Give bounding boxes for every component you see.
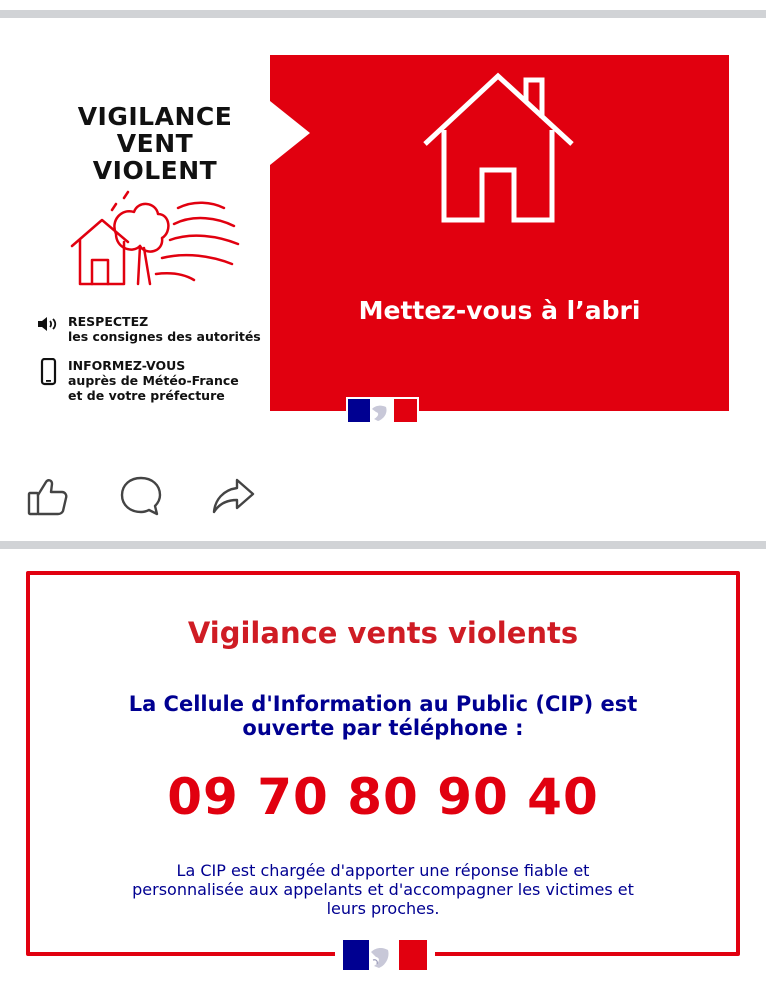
wind-storm-icon: [66, 190, 246, 290]
post-separator-top: [0, 10, 766, 18]
share-icon[interactable]: [211, 474, 255, 518]
vigilance-title: [40, 103, 270, 184]
inform-text-line-1: auprès de Météo-France: [68, 373, 239, 388]
cip-description-line-1: La CIP est chargée d'apporter une réponse fiable et: [176, 861, 590, 880]
cip-open-line-2: ouverte par téléphone :: [242, 716, 524, 740]
house-icon: [420, 72, 580, 227]
comment-icon[interactable]: [119, 474, 163, 518]
vigilance-title-line-3: VIOLENT: [92, 156, 218, 185]
respect-text: les consignes des autorités: [68, 329, 261, 344]
marianne-logo-bottom: [343, 940, 427, 970]
inform-text-line-2: et de votre préfecture: [68, 388, 225, 403]
cip-description-line-3: leurs proches.: [326, 899, 440, 918]
phone-icon: [36, 358, 60, 386]
panel-notch: [270, 101, 312, 165]
thumbs-up-icon[interactable]: [26, 474, 70, 518]
vigilance-title-line-1: VIGILANCE: [77, 102, 233, 131]
shelter-instruction: Mettez-vous à l’abri: [358, 296, 641, 325]
cip-description-line-2: personnalisée aux appelants et d'accompagner les victimes et: [132, 880, 634, 899]
cip-open-line-1: La Cellule d'Information au Public (CIP) est: [128, 692, 638, 716]
cip-card-title: Vigilance vents violents: [187, 616, 579, 650]
post-separator: [0, 541, 766, 549]
inform-heading: INFORMEZ-VOUS: [68, 358, 186, 373]
respect-heading: RESPECTEZ: [68, 314, 149, 329]
vigilance-title-line-2: VENT: [116, 129, 194, 158]
cip-phone-number: 09 70 80 90 40: [167, 768, 599, 826]
marianne-logo: [346, 397, 419, 424]
speaker-icon: [36, 314, 60, 334]
